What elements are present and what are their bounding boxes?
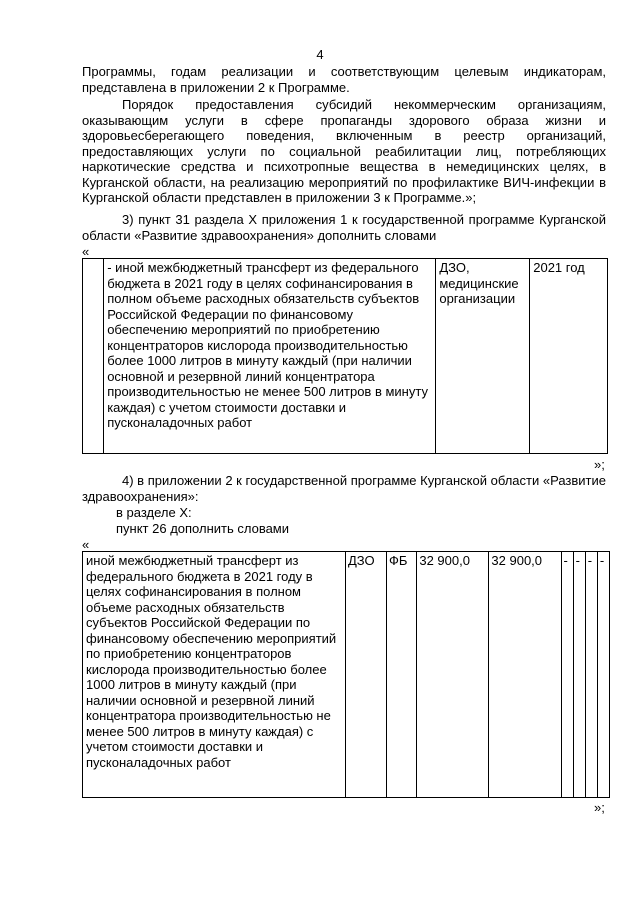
table-cell-total: 32 900,0 (417, 552, 489, 798)
paragraph-5: в разделе X: (116, 505, 192, 520)
table-cell-description: - иной межбюджетный трансферт из федерального бюджета в 2021 году в целях софинансирования в полном объеме расходных обязательств субъектов Российской Федерации по финансовому обеспечению мероприятий по приобретению концентраторов кислорода производительностью более 1000 литров в минуту каждый (при наличии основной и резервной линий концентратора производительностью не менее 500 литров в минуту каждая) с учетом стоимости доставки и пусконаладочных работ (104, 259, 436, 454)
table-cell-description: иной межбюджетный трансферт из федерального бюджета в 2021 году в целях софинансирования в полном объеме расходных обязательств субъектов Российской Федерации по финансовому обеспечению мероприятий по приобретению концентраторов кислорода производительностью более 1000 литров в минуту каждый (при наличии основной и резервной линий концентратора производительностью не менее 500 литров в минуту каждая) с учетом стоимости доставки и пусконаладочных работ (83, 552, 346, 798)
table-amendment-1 (82, 258, 608, 454)
quote-close-2: »; (594, 800, 605, 815)
table-cell-2023: - (573, 552, 585, 798)
page-number: 4 (316, 47, 324, 62)
table-cell-source: ФБ (386, 552, 416, 798)
quote-open-1: « (82, 244, 90, 259)
table-amendment-2 (82, 551, 610, 798)
paragraph-3: 3) пункт 31 раздела X приложения 1 к государственной программе Курганской области «Развитие здравоохранения» дополнить словами (82, 212, 606, 243)
table-cell-empty (83, 259, 104, 454)
quote-close-1: »; (594, 457, 605, 472)
paragraph-2: Порядок предоставления субсидий некоммерческим организациям, оказывающим услуги в сфере пропаганды здорового образа жизни и здоровьесберегающего поведения, включенным в реестр организаций, предоставляющих услуги по социальной реабилитации лиц, потребляющих наркотические средства и психотропные вещества в немедицинских целях, в Курганской области, на реализацию мероприятий по профилактике ВИЧ-инфекции в Курганской области представлен в приложении 3 к Программе.»; (82, 97, 606, 205)
table-row (83, 259, 608, 454)
table-cell-period: 2021 год (530, 259, 608, 454)
table-cell-executor: ДЗО, медицинские организации (436, 259, 530, 454)
table-cell-2025: - (597, 552, 609, 798)
table-cell-2024: - (585, 552, 597, 798)
table-cell-2021: 32 900,0 (489, 552, 561, 798)
table-cell-2022: - (561, 552, 573, 798)
table-cell-executor: ДЗО (346, 552, 387, 798)
paragraph-1: Программы, годам реализации и соответствующим целевым индикаторам, представлена в приложении 2 к Программе. (82, 64, 606, 95)
table-row (83, 552, 610, 798)
paragraph-6: пункт 26 дополнить словами (116, 521, 290, 536)
quote-open-2: « (82, 537, 90, 552)
paragraph-4: 4) в приложении 2 к государственной программе Курганской области «Развитие здравоохранения»: (82, 473, 606, 504)
